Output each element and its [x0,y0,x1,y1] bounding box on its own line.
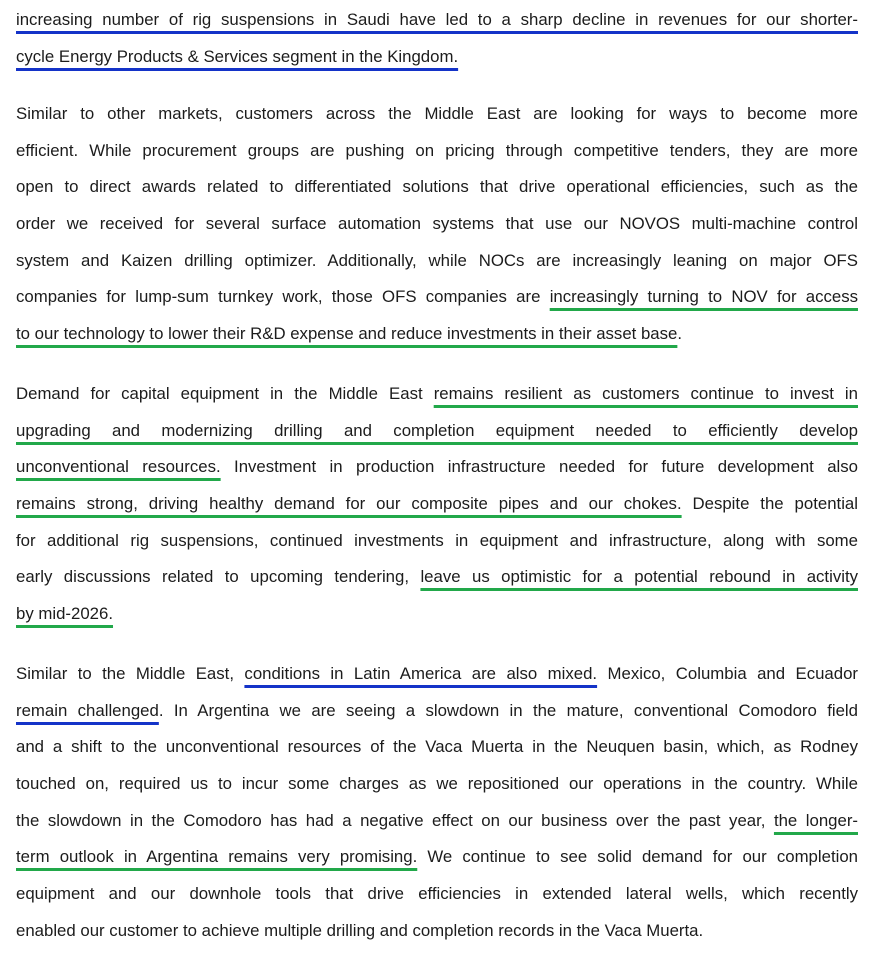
text-line: system and Kaizen drilling optimizer. Additionally, while NOCs are increasingly leaning on major OFS [16,250,858,270]
text-line [16,2,858,39]
text-line: order we received for several surface automation systems that use our NOVOS multi-machine control [16,214,858,234]
green-highlight: term outlook in Argentina remains very promising. [16,847,418,867]
text-line [16,449,858,486]
text-line [16,413,858,450]
blue-highlight: remain challenged [16,700,159,720]
green-highlight: increasingly turning to NOV for access [549,287,858,307]
text-line [16,559,858,596]
text-segment: We continue to see solid demand for our completion [417,847,858,867]
text-segment: . [677,324,683,344]
text-line [16,486,858,523]
blue-highlight: conditions in Latin America are also mixed. [244,664,598,683]
blue-highlight: cycle Energy Products & Services segment in the Kingdom. [16,46,459,66]
text-segment: Mexico, Columbia and Ecuador [597,664,859,683]
text-segment: the slowdown in the Comodoro has had a negative effect on our business over the past year, [16,810,774,830]
blue-highlight: increasing number of rig suspensions in Saudi have led to a sharp decline in revenues for our shorter- [16,10,858,29]
paragraph-saudi-suspensions [16,2,858,75]
green-highlight: leave us optimistic for a potential rebound in activity [420,567,858,587]
text-segment: companies for lump-sum turnkey work, those OFS companies are [16,287,550,307]
text-line: Similar to other markets, customers across the Middle East are looking for ways to become more [16,104,858,123]
text-line [16,376,858,413]
text-line [16,39,858,76]
text-line [16,279,858,316]
text-line: efficient. While procurement groups are pushing on pricing through competitive tenders, they are more [16,140,858,160]
text-line: for additional rig suspensions, continued investments in equipment and infrastructure, along with some [16,530,858,550]
green-highlight: remains strong, driving healthy demand for our composite pipes and our chokes. [16,494,682,514]
text-line [16,656,858,693]
text-line [16,316,858,353]
text-line [16,839,858,876]
text-line: and a shift to the unconventional resources of the Vaca Muerta in the Neuquen basin, which, as Rodney [16,737,858,757]
green-highlight: unconventional resources. [16,457,221,477]
text-line [16,803,858,840]
text-line [16,596,858,633]
text-line: touched on, required us to incur some charges as we repositioned our operations in the country. While [16,774,858,794]
paragraph-capital-equipment [16,376,858,633]
green-highlight: the longer- [773,810,858,830]
text-segment: Demand for capital equipment in the Middle East [16,384,434,403]
text-segment: Investment in production infrastructure needed for future development also [220,457,858,477]
green-highlight: to our technology to lower their R&D expense and reduce investments in their asset base [16,324,678,344]
green-highlight: upgrading and modernizing drilling and completion equipment needed to efficiently develop [16,420,858,440]
paragraph-middle-east-customers [16,96,858,353]
text-line: enabled our customer to achieve multiple drilling and completion records in the Vaca Muerta. [16,920,704,940]
green-highlight: remains resilient as customers continue to invest in [433,384,858,403]
text-segment: Despite the potential [681,494,858,514]
text-line: open to direct awards related to differentiated solutions that drive operational efficiencies, such as the [16,177,858,197]
text-line [16,693,858,730]
paragraph-latin-america [16,656,858,950]
text-segment: early discussions related to upcoming tendering, [16,567,421,587]
text-segment: Similar to the Middle East, [16,664,245,683]
text-segment: . In Argentina we are seeing a slowdown in the mature, conventional Comodoro field [158,700,858,720]
text-line: equipment and our downhole tools that drive efficiencies in extended lateral wells, which recently [16,884,858,904]
green-highlight: by mid-2026. [16,604,114,624]
